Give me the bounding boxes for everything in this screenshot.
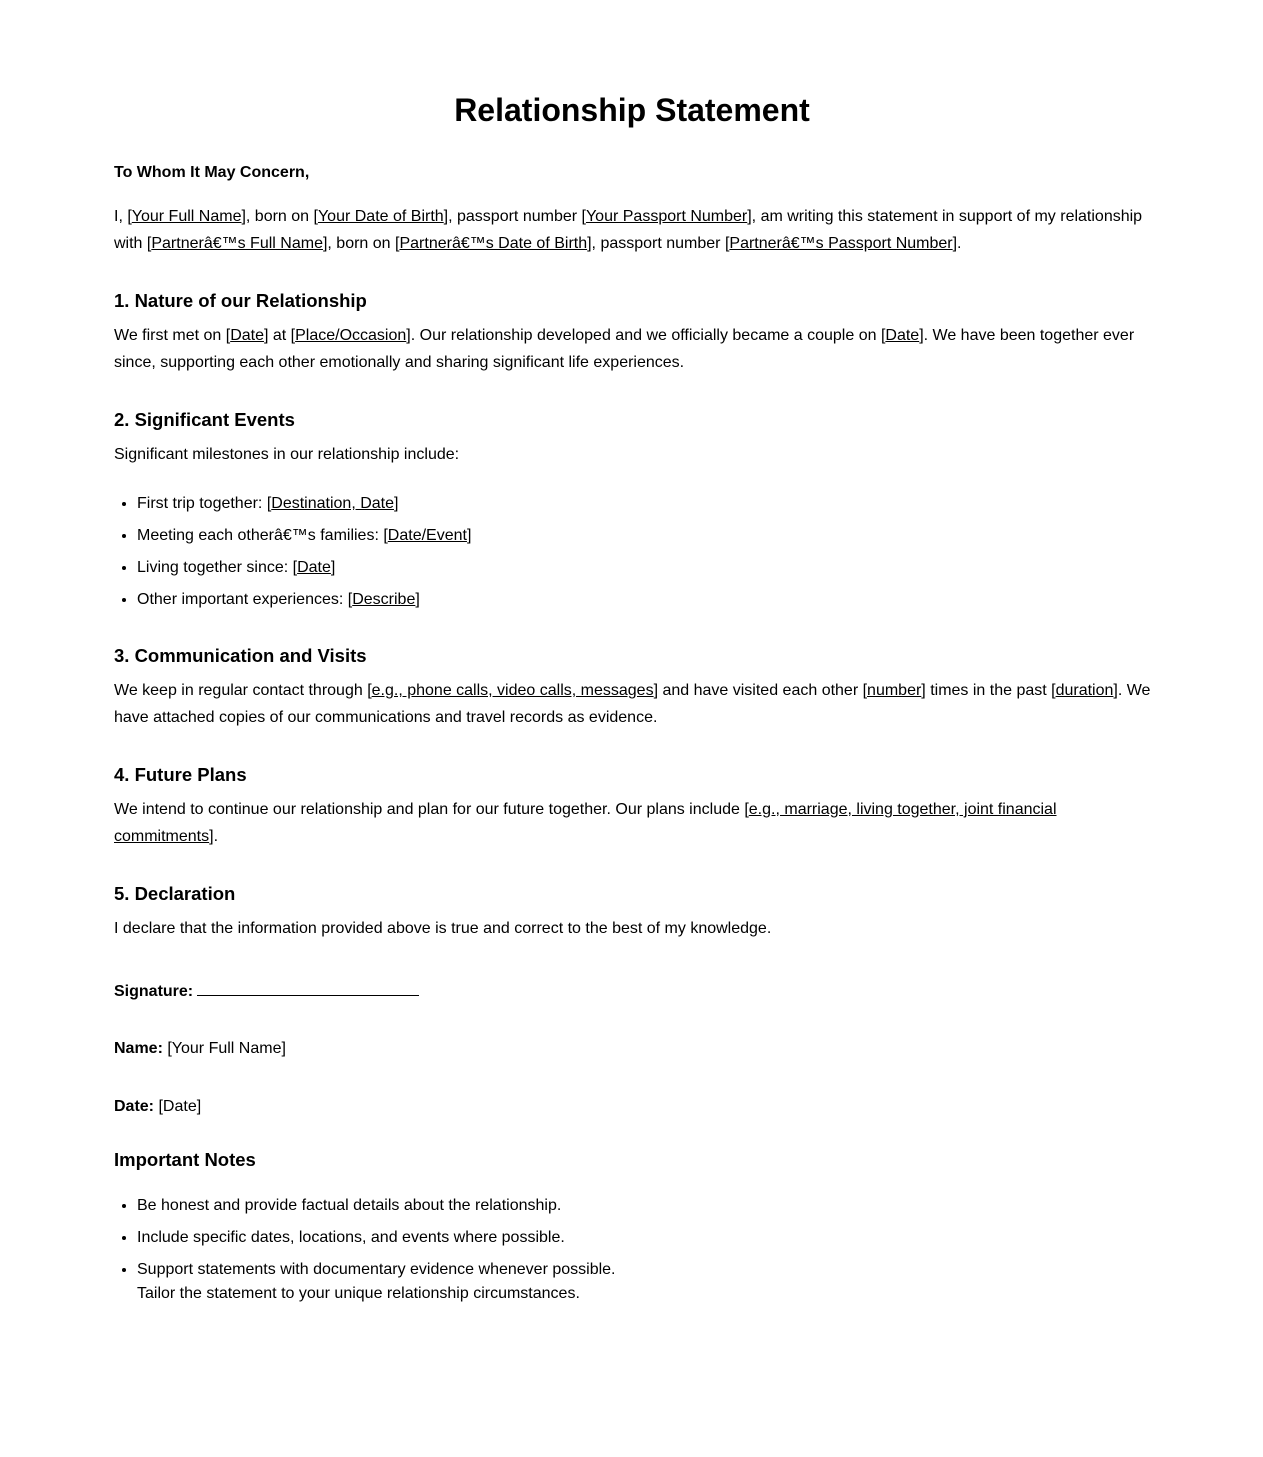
truncated-list-item: Tailor the statement to your unique relationship circumstances. [137,1285,580,1302]
salutation: To Whom It May Concern, [114,164,310,181]
section-4-paragraph: We intend to continue our relationship and plan for our future together. Our plans include [e.g., marriage, living together, joint financial commitments]. [114,801,1057,845]
document-title: Relationship Statement [454,92,810,128]
placeholder-place: Place/Occasion [295,327,407,344]
signature-line [197,981,419,996]
section-2-heading: 2. Significant Events [114,409,295,430]
placeholder-methods: e.g., phone calls, video calls, messages [371,682,654,699]
placeholder-trip: Destination, Date [271,495,394,512]
date-field [114,1097,201,1117]
date-label: Date: [114,1098,155,1115]
section-3-paragraph: We keep in regular contact through [e.g., phone calls, video calls, messages] and have visited each other [number] times in the past [duration]. We have attached copies of our communications and travel records as evidence. [114,682,1151,726]
section-3-heading: 3. Communication and Visits [114,645,367,666]
list-item: • Be honest and provide factual details about the relationship. [137,1190,615,1222]
placeholder-couple-date: Date [885,327,920,344]
placeholder-living-together: Date [297,559,331,576]
placeholder-number: number [867,682,922,699]
placeholder-experiences: Describe [352,591,416,608]
list-item: • Other important experiences: [Describe] [137,584,471,616]
placeholder-your-name: Your Full Name [131,208,242,225]
section-1-heading: 1. Nature of our Relationship [114,290,367,311]
signature-field [114,981,419,1002]
important-notes-heading: Important Notes [114,1149,256,1170]
placeholder-partner-passport: Partnerâ€™s Passport Number [729,235,953,252]
signature-label: Signature: [114,983,194,1000]
section-2-intro: Significant milestones in our relationship include: [114,446,460,463]
list-item: • Meeting each otherâ€™s families: [Date/Event] [137,520,471,552]
notes-list [114,1190,615,1286]
placeholder-met-date: Date [230,327,264,344]
name-label: Name: [114,1040,163,1057]
placeholder-your-dob: Your Date of Birth [317,208,444,225]
list-item: • Include specific dates, locations, and events where possible. [137,1222,615,1254]
section-4-heading: 4. Future Plans [114,764,247,785]
placeholder-families: Date/Event [387,527,467,544]
list-item: • First trip together: [Destination, Date] [137,488,471,520]
declaration-text: I declare that the information provided above is true and correct to the best of my knowledge. [114,920,772,937]
date-value: [Date] [158,1098,202,1115]
placeholder-plans: e.g., marriage, living together, joint financial commitments [114,801,1057,845]
placeholder-partner-name: Partnerâ€™s Full Name [151,235,323,252]
name-value: [Your Full Name] [167,1040,286,1057]
placeholder-partner-dob: Partnerâ€™s Date of Birth [399,235,588,252]
placeholder-your-passport: Your Passport Number [585,208,748,225]
section-5-heading: 5. Declaration [114,883,236,904]
placeholder-duration: duration [1055,682,1114,699]
milestones-list [114,488,471,616]
list-item: • Support statements with documentary evidence whenever possible. [137,1254,615,1286]
section-1-paragraph: We first met on [Date] at [Place/Occasion]. Our relationship developed and we officially became a couple on [Date]. We have been together ever since, supporting each other emotionally and sharing significant life experiences. [114,327,1135,371]
intro-paragraph: I, [Your Full Name], born on [Your Date of Birth], passport number [Your Passport Number], am writing this statement in support of my relationship with [Partnerâ€™s Full Name], born on [Partnerâ€™s Date of Birth], passport number [Partnerâ€™s Passport Number]. [114,208,1143,252]
name-field [114,1039,286,1059]
list-item: • Living together since: [Date] [137,552,471,584]
